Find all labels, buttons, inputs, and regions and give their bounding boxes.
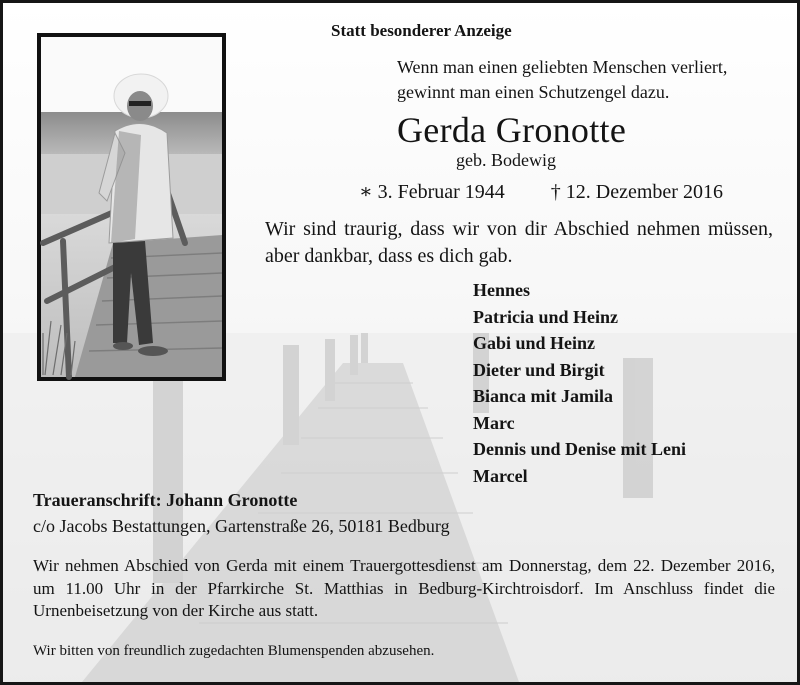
quote-line-1: Wenn man einen geliebten Menschen verliert, — [397, 57, 728, 77]
deceased-name: Gerda Gronotte — [397, 110, 627, 150]
intro-text: Wir sind traurig, dass wir von dir Abschied nehmen müssen, aber dankbar, dass es dich gab. — [265, 218, 773, 267]
death-date: † 12. Dezember 2016 — [550, 181, 723, 203]
mourner-name: Patricia und Heinz — [473, 306, 618, 327]
life-dates — [359, 179, 723, 204]
flowers-note: Wir bitten von freundlich zugedachten Blumenspenden abzusehen. — [33, 643, 435, 659]
mourning-address: c/o Jacobs Bestattungen, Gartenstraße 26, 50181 Bedburg — [33, 516, 450, 536]
headline: Statt besonderer Anzeige — [331, 21, 512, 40]
mourner-name: Marcel — [473, 465, 528, 486]
mourner-name: Dennis und Denise mit Leni — [473, 439, 687, 459]
mourner-name: Marc — [473, 412, 515, 433]
mourner-name: Bianca mit Jamila — [473, 386, 613, 406]
mourner-name: Hennes — [473, 280, 531, 300]
mourning-address-label: Traueranschrift: Johann Gronotte — [33, 490, 298, 510]
mourners-list — [473, 277, 686, 489]
mourner-name: Gabi und Heinz — [473, 333, 596, 353]
birth-date: ∗ 3. Februar 1944 — [359, 181, 505, 203]
quote-line-2: gewinnt man einen Schutzengel dazu. — [397, 82, 670, 102]
portrait-photo — [37, 33, 226, 381]
maiden-name: geb. Bodewig — [456, 150, 556, 170]
mourner-name: Dieter und Birgit — [473, 359, 605, 380]
memorial-quote — [397, 55, 727, 105]
service-announcement: Wir nehmen Abschied von Gerda mit einem Trauergottesdienst am Donnerstag, dem 22. Dezember 2016, um 11.00 Uhr in der Pfarrkirche St. Matthias in Bedburg-Kirchtroisdorf. Im Anschluss findet die Urnenbeisetzung von der Kirche aus statt. — [33, 556, 775, 620]
